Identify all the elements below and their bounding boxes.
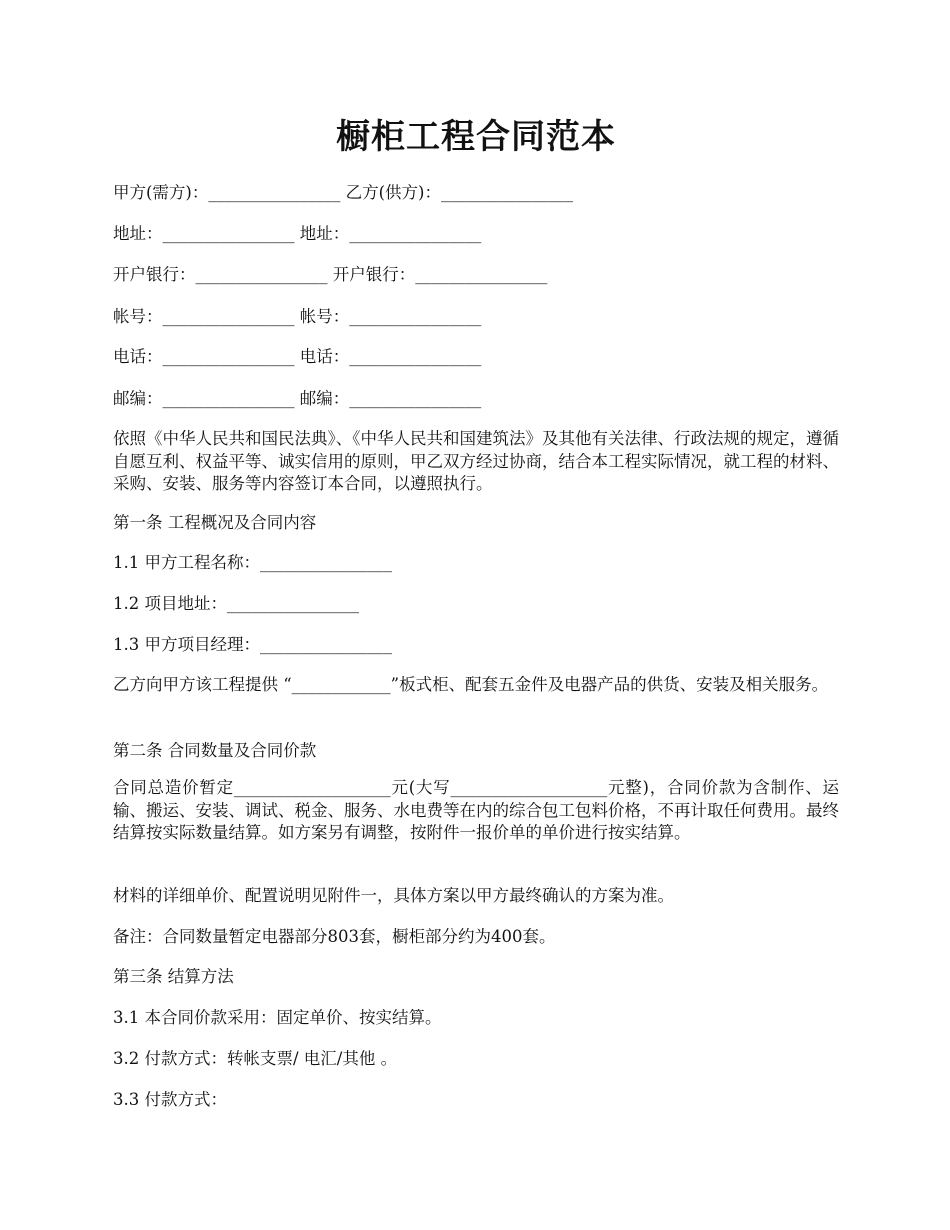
article1-item-project-manager: 1.3 甲方项目经理：________________ [113,635,392,654]
party-line-name: 甲方(需方)：________________ 乙方(供方)：________________ [113,183,573,202]
party-line-postcode: 邮编：________________ 邮编：________________ [113,389,482,408]
article1-item-project-name: 1.1 甲方工程名称：________________ [113,553,392,572]
article2-heading: 第二条 合同数量及合同价款 [113,741,317,760]
article3-item-pricing: 3.1 本合同价款采用：固定单价、按实结算。 [113,1008,442,1027]
document-title: 橱柜工程合同范本 [336,117,616,157]
article1-supply-paragraph: 乙方向甲方该工程提供 “____________”板式柜、配套五金件及电器产品的供货、安装及相关服务。 [113,675,829,694]
party-line-address: 地址：________________ 地址：________________ [113,224,482,243]
article1-item-project-address: 1.2 项目地址：________________ [113,594,359,613]
party-line-bank: 开户银行：________________ 开户银行：________________ [113,265,548,284]
article3-item-payment-terms: 3.3 付款方式： [113,1090,227,1109]
intro-paragraph: 依照《中华人民共和国民法典》、《中华人民共和国建筑法》及其他有关法律、行政法规的规定，遵循自愿互利、权益平等、诚实信用的原则，甲乙双方经过协商，结合本工程实际情况，就工程的材料、采购、安装、服务等内容签订本合同，以遵照执行。 [113,429,839,493]
article3-item-payment-method: 3.2 付款方式：转帐支票/ 电汇/其他 。 [113,1049,398,1068]
article2-note: 备注：合同数量暂定电器部分803套，橱柜部分约为400套。 [113,927,556,946]
article1-heading: 第一条 工程概况及合同内容 [113,513,317,532]
article2-materials-paragraph: 材料的详细单价、配置说明见附件一，具体方案以甲方最终确认的方案为准。 [113,886,674,905]
party-line-phone: 电话：________________ 电话：________________ [113,347,482,366]
article2-price-paragraph: 合同总造价暂定___________________元(大写___________________元整)，合同价款为含制作、运输、搬运、安装、调试、税金、服务、水电费等在内的综合包工包料价格，不再计取任何费用。最终结算按实际数量结算。如方案另有调整，按附件一报价单的单价进行按实结算。 [113,778,839,842]
party-line-account: 帐号：________________ 帐号：________________ [113,307,482,326]
article3-heading: 第三条 结算方法 [113,967,234,986]
